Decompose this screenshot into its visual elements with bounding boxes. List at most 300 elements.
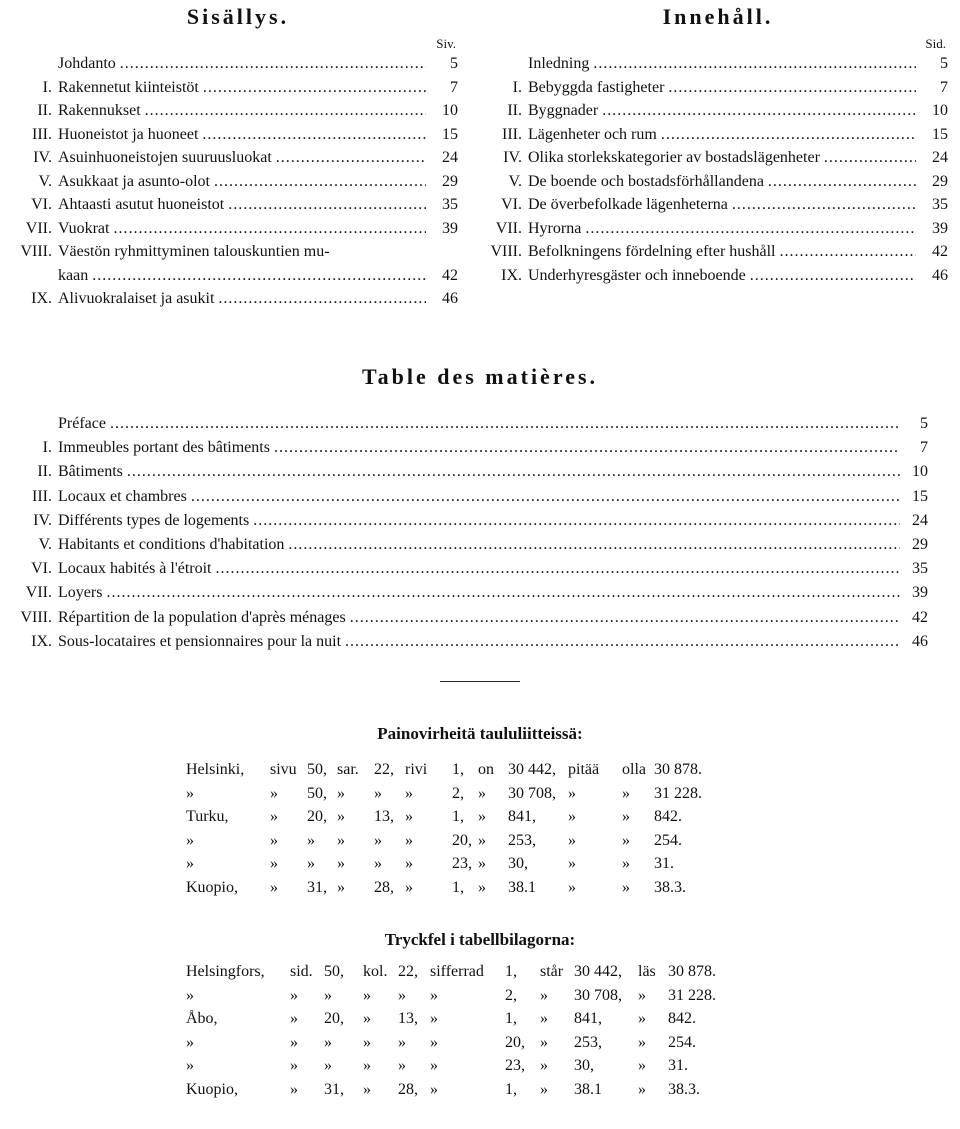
errata-cell: » — [430, 1033, 438, 1051]
errata-cell: 31, — [307, 878, 327, 896]
toc-entry-number: IV. — [33, 149, 52, 166]
toc-entry-page: 39 — [442, 219, 458, 237]
toc-leader-dots — [113, 217, 426, 241]
toc-entry-page: 10 — [932, 102, 948, 119]
errata-cell: 2, — [452, 784, 464, 802]
toc-finnish-list — [18, 52, 458, 311]
toc-entry-title: Johdanto — [58, 55, 116, 72]
errata-cell: 31. — [654, 855, 674, 872]
toc-finnish-page-header: Siv. — [436, 36, 456, 51]
toc-entry-page: 15 — [442, 125, 458, 143]
errata-cell: » — [568, 808, 576, 825]
toc-entry-page: 46 — [442, 290, 458, 307]
errata-cell: 1, — [505, 1080, 517, 1098]
toc-leader-dots — [345, 630, 900, 654]
toc-swedish-title: Innehåll. — [662, 4, 774, 29]
toc-entry-number: VII. — [495, 219, 522, 237]
errata-cell: » — [568, 855, 576, 872]
toc-entry-page: 35 — [932, 196, 948, 213]
errata-cell: » — [540, 986, 548, 1004]
errata-cell: » — [337, 855, 345, 872]
errata-cell: 1, — [452, 761, 464, 778]
toc-entry — [18, 99, 458, 123]
errata-cell: » — [270, 784, 278, 802]
toc-entry-title: De boende och bostadsförhållandena — [528, 172, 764, 190]
errata-cell: » — [290, 1057, 298, 1074]
toc-entry — [488, 76, 948, 100]
toc-entry — [18, 533, 928, 557]
errata-cell: 38.1 — [574, 1080, 602, 1098]
errata-cell: 38.1 — [508, 878, 536, 896]
toc-entry — [488, 193, 948, 217]
errata-cell: 30, — [508, 855, 528, 872]
toc-entry-title: Habitants et conditions d'habitation — [58, 535, 285, 553]
errata-row — [0, 852, 960, 876]
errata-cell: 20, — [324, 1010, 344, 1027]
toc-leader-dots — [288, 533, 900, 557]
toc-entry-page: 39 — [932, 219, 948, 237]
errata-cell: 23, — [505, 1057, 525, 1074]
toc-entry-number: I. — [42, 439, 52, 457]
errata-row — [0, 1031, 960, 1055]
errata-cell: » — [307, 855, 315, 872]
toc-entry-number: VI. — [501, 196, 522, 213]
toc-entry-title: Asuinhuoneistojen suuruusluokat — [58, 149, 272, 166]
toc-entry-number: VI. — [31, 560, 52, 578]
errata-cell: » — [478, 855, 486, 872]
errata-cell: » — [638, 1057, 646, 1074]
errata-cell: » — [622, 831, 630, 849]
toc-leader-dots — [824, 146, 916, 170]
toc-swedish-list — [488, 52, 948, 287]
toc-entry — [18, 170, 458, 194]
errata-cell: 30, — [574, 1057, 594, 1074]
errata-cell: » — [405, 784, 413, 802]
toc-leader-dots — [350, 606, 900, 630]
toc-leader-dots — [780, 240, 917, 264]
toc-entry-number: V. — [38, 172, 52, 190]
toc-entry-title: Locaux et chambres — [58, 487, 187, 505]
toc-entry-page: 15 — [932, 125, 948, 143]
errata-cell: 1, — [505, 963, 517, 980]
toc-entry-page: 5 — [450, 55, 458, 72]
toc-entry-page: 29 — [932, 172, 948, 190]
toc-entry — [488, 264, 948, 288]
errata-cell: » — [405, 855, 413, 872]
errata-cell: » — [478, 784, 486, 802]
errata-cell: 253, — [508, 831, 536, 849]
errata-cell: » — [540, 1080, 548, 1098]
errata-cell: 20, — [505, 1033, 525, 1051]
toc-entry-number: III. — [32, 125, 52, 143]
errata-cell: » — [374, 784, 382, 802]
errata-cell: sid. — [290, 963, 313, 980]
toc-entry-title: Väestön ryhmittyminen talouskuntien mu- — [58, 243, 330, 260]
errata-row — [0, 829, 960, 853]
toc-entry-title: Inledning — [528, 55, 590, 72]
errata-swedish-title: Tryckfel i tabellbilagorna: — [384, 930, 576, 949]
toc-entry-page: 35 — [912, 560, 928, 578]
toc-leader-dots — [668, 76, 916, 100]
errata-cell: » — [374, 855, 382, 872]
errata-cell: » — [398, 1057, 406, 1074]
toc-leader-dots — [585, 217, 916, 241]
errata-cell: on — [478, 761, 494, 778]
toc-entry-page: 15 — [912, 487, 928, 505]
toc-entry-title: Loyers — [58, 584, 103, 602]
errata-cell: » — [186, 855, 194, 872]
toc-entry-number: VIII. — [490, 243, 522, 260]
errata-cell: » — [363, 1057, 371, 1074]
toc-leader-dots — [106, 581, 900, 605]
errata-cell: » — [337, 831, 345, 849]
errata-cell: 38.3. — [668, 1080, 700, 1098]
toc-leader-dots — [145, 99, 426, 123]
errata-cell: » — [324, 986, 332, 1004]
toc-entry-page: 5 — [920, 415, 928, 432]
toc-entry-title: Alivuokralaiset ja asukit — [58, 290, 215, 307]
errata-cell: » — [290, 1010, 298, 1027]
toc-leader-dots — [110, 412, 900, 436]
errata-cell: » — [430, 1080, 438, 1098]
errata-row — [0, 758, 960, 782]
toc-entry — [18, 509, 928, 533]
errata-cell: » — [398, 986, 406, 1004]
errata-cell: 1, — [452, 808, 464, 825]
toc-entry-number: VI. — [31, 196, 52, 213]
toc-entry-page: 24 — [912, 511, 928, 529]
errata-cell: 1, — [452, 878, 464, 896]
toc-entry-title: Répartition de la population d'après ménages — [58, 608, 346, 626]
errata-cell: » — [622, 808, 630, 825]
toc-entry-title: Hyrorna — [528, 219, 582, 237]
toc-entry-page: 46 — [912, 632, 928, 650]
errata-cell: 22, — [398, 963, 418, 980]
toc-entry — [18, 240, 458, 264]
errata-cell: » — [363, 1033, 371, 1051]
toc-entry — [18, 52, 458, 76]
toc-entry — [18, 460, 928, 484]
errata-cell: » — [324, 1033, 332, 1051]
toc-entry-number: III. — [32, 487, 52, 505]
errata-cell: » — [186, 784, 194, 802]
errata-cell: 38.3. — [654, 878, 686, 896]
toc-leader-dots — [768, 170, 916, 194]
toc-entry — [488, 170, 948, 194]
toc-entry-number: VIII. — [20, 243, 52, 260]
toc-entry-title: Différents types de logements — [58, 511, 250, 529]
toc-leader-dots — [228, 193, 426, 217]
errata-cell: » — [290, 986, 298, 1004]
errata-cell: Turku, — [186, 808, 229, 825]
errata-cell: » — [638, 1010, 646, 1027]
divider — [440, 681, 520, 682]
toc-entry — [18, 193, 458, 217]
toc-entry-page: 39 — [912, 584, 928, 602]
errata-cell: » — [337, 784, 345, 802]
toc-entry-continuation — [18, 264, 458, 288]
errata-row — [0, 805, 960, 829]
errata-cell: 2, — [505, 986, 517, 1004]
errata-cell: » — [337, 808, 345, 825]
errata-cell: 50, — [324, 963, 344, 980]
errata-cell: 30 708, — [574, 986, 622, 1004]
toc-entry-number: II. — [507, 102, 522, 119]
errata-cell: 1, — [505, 1010, 517, 1027]
toc-entry — [18, 287, 458, 311]
errata-cell: 28, — [374, 878, 394, 896]
toc-entry-page: 7 — [920, 439, 928, 457]
errata-cell: » — [478, 808, 486, 825]
toc-entry — [18, 630, 928, 654]
errata-cell: 254. — [654, 831, 682, 849]
errata-cell: » — [405, 808, 413, 825]
errata-cell: » — [374, 831, 382, 849]
errata-cell: sivu — [270, 761, 297, 778]
toc-entry-number: IV. — [33, 511, 52, 529]
errata-cell: » — [270, 831, 278, 849]
errata-cell: » — [622, 784, 630, 802]
errata-row — [0, 984, 960, 1008]
errata-cell: 253, — [574, 1033, 602, 1051]
errata-cell: 31 228. — [654, 784, 702, 802]
toc-finnish-title: Sisällys. — [186, 4, 290, 29]
errata-cell: » — [478, 878, 486, 896]
errata-cell: » — [270, 808, 278, 825]
errata-row — [0, 1078, 960, 1102]
errata-cell: 31. — [668, 1057, 688, 1074]
errata-cell: 22, — [374, 761, 394, 778]
toc-entry-number: VIII. — [20, 608, 52, 626]
toc-entry-title: Byggnader — [528, 102, 599, 119]
errata-cell: » — [290, 1033, 298, 1051]
toc-entry-title-continued: kaan — [58, 266, 89, 284]
errata-cell: Helsingfors, — [186, 963, 265, 980]
toc-entry-page: 35 — [442, 196, 458, 213]
toc-entry — [488, 99, 948, 123]
errata-cell: 28, — [398, 1080, 418, 1098]
toc-leader-dots — [593, 52, 916, 76]
errata-cell: 31, — [324, 1080, 344, 1098]
toc-entry-title: De överbefolkade lägenheterna — [528, 196, 728, 213]
toc-entry-number: IX. — [501, 266, 522, 284]
toc-entry-title: Asukkaat ja asunto-olot — [58, 172, 210, 190]
errata-cell: » — [405, 878, 413, 896]
toc-swedish — [488, 0, 948, 287]
toc-leader-dots — [127, 460, 900, 484]
toc-entry-number: II. — [37, 463, 52, 481]
toc-entry-page: 42 — [932, 243, 948, 260]
errata-cell: » — [568, 784, 576, 802]
errata-cell: 50, — [307, 784, 327, 802]
errata-cell: 30 878. — [668, 963, 716, 980]
errata-row — [0, 782, 960, 806]
toc-entry-title: Huoneistot ja huoneet — [58, 125, 199, 143]
toc-entry-number: I. — [512, 78, 522, 96]
errata-cell: 30 878. — [654, 761, 702, 778]
errata-cell: » — [307, 831, 315, 849]
errata-cell: 20, — [307, 808, 327, 825]
errata-cell: Helsinki, — [186, 761, 245, 778]
errata-cell: » — [270, 855, 278, 872]
toc-entry-title: Olika storlekskategorier av bostadslägenheter — [528, 149, 820, 166]
toc-entry-title: Ahtaasti asutut huoneistot — [58, 196, 225, 213]
toc-entry-number: I. — [42, 78, 52, 96]
toc-entry-page: 42 — [912, 608, 928, 626]
errata-cell: » — [638, 986, 646, 1004]
toc-swedish-page-header: Sid. — [925, 36, 946, 51]
toc-entry-title: Rakennukset — [58, 102, 141, 119]
errata-finnish-table — [0, 758, 960, 899]
errata-cell: Åbo, — [186, 1010, 218, 1027]
toc-leader-dots — [750, 264, 916, 288]
toc-entry-number: VII. — [25, 584, 52, 602]
toc-entry — [488, 217, 948, 241]
errata-cell: » — [186, 986, 194, 1004]
errata-cell: sifferrad — [430, 963, 484, 980]
toc-entry — [18, 146, 458, 170]
errata-row — [0, 1007, 960, 1031]
errata-cell: Kuopio, — [186, 878, 238, 896]
errata-cell: » — [540, 1057, 548, 1074]
toc-entry — [488, 146, 948, 170]
toc-entry-title: Bebyggda fastigheter — [528, 78, 665, 96]
toc-french-title: Table des matières. — [361, 364, 599, 389]
toc-entry-number: II. — [37, 102, 52, 119]
errata-cell: » — [290, 1080, 298, 1098]
toc-entry — [18, 581, 928, 605]
errata-cell: 50, — [307, 761, 327, 778]
errata-cell: rivi — [405, 761, 428, 778]
toc-entry-title: Sous-locataires et pensionnaires pour la nuit — [58, 632, 342, 650]
errata-cell: » — [186, 1033, 194, 1051]
errata-cell: » — [270, 878, 278, 896]
errata-cell: 31 228. — [668, 986, 716, 1004]
errata-cell: » — [622, 878, 630, 896]
errata-row — [0, 876, 960, 900]
errata-cell: 23, — [452, 855, 472, 872]
toc-entry-title: Rakennetut kiinteistöt — [58, 78, 199, 96]
errata-cell: » — [430, 1010, 438, 1027]
errata-cell: Kuopio, — [186, 1080, 238, 1098]
errata-cell: 841, — [508, 808, 536, 825]
toc-leader-dots — [203, 76, 426, 100]
errata-cell: 13, — [374, 808, 394, 825]
errata-cell: » — [430, 986, 438, 1004]
errata-cell: 30 442, — [508, 761, 556, 778]
errata-cell: » — [638, 1033, 646, 1051]
errata-cell: » — [568, 878, 576, 896]
toc-entry-page: 42 — [442, 266, 458, 284]
toc-leader-dots — [120, 52, 426, 76]
toc-entry-title: Lägenheter och rum — [528, 125, 657, 143]
toc-entry-title: Befolkningens fördelning efter hushåll — [528, 243, 776, 260]
toc-entry-page: 5 — [940, 55, 948, 72]
toc-entry-title: Locaux habités à l'étroit — [58, 560, 212, 578]
toc-entry-title: Vuokrat — [58, 219, 110, 237]
errata-cell: 841, — [574, 1010, 602, 1027]
toc-french-list — [18, 412, 928, 654]
toc-leader-dots — [602, 99, 916, 123]
errata-cell: » — [622, 855, 630, 872]
errata-cell: » — [540, 1033, 548, 1051]
toc-entry-title: Bâtiments — [58, 463, 123, 481]
toc-entry — [488, 52, 948, 76]
toc-entry — [18, 412, 928, 436]
toc-leader-dots — [661, 123, 916, 147]
toc-finnish — [18, 0, 458, 311]
toc-entry-number: VII. — [25, 219, 52, 237]
toc-entry — [18, 436, 928, 460]
errata-row — [0, 1054, 960, 1078]
toc-entry — [18, 123, 458, 147]
toc-entry — [18, 217, 458, 241]
errata-cell: » — [430, 1057, 438, 1074]
toc-leader-dots — [253, 509, 900, 533]
toc-entry-number: IX. — [31, 290, 52, 307]
toc-entry — [18, 485, 928, 509]
toc-entry-page: 29 — [442, 172, 458, 190]
toc-entry-number: III. — [502, 125, 522, 143]
errata-cell: sar. — [337, 761, 359, 778]
errata-cell: » — [568, 831, 576, 849]
errata-cell: 30 708, — [508, 784, 556, 802]
errata-cell: 842. — [654, 808, 682, 825]
toc-entry-title: Immeubles portant des bâtiments — [58, 439, 270, 457]
errata-swedish-table — [0, 960, 960, 1101]
errata-cell: kol. — [363, 963, 388, 980]
errata-cell: » — [540, 1010, 548, 1027]
errata-cell: 254. — [668, 1033, 696, 1051]
toc-entry-page: 29 — [912, 535, 928, 553]
toc-entry-title: Préface — [58, 415, 106, 432]
toc-entry — [488, 240, 948, 264]
errata-cell: 20, — [452, 831, 472, 849]
errata-cell: 30 442, — [574, 963, 622, 980]
toc-leader-dots — [274, 436, 900, 460]
errata-cell: 13, — [398, 1010, 418, 1027]
toc-entry-page: 10 — [912, 463, 928, 481]
errata-cell: läs — [638, 963, 656, 980]
errata-cell: » — [405, 831, 413, 849]
errata-cell: » — [398, 1033, 406, 1051]
toc-leader-dots — [202, 123, 426, 147]
errata-cell: står — [540, 963, 564, 980]
toc-entry-page: 10 — [442, 102, 458, 119]
toc-entry-number: IX. — [31, 632, 52, 650]
errata-cell: » — [186, 831, 194, 849]
errata-cell: » — [186, 1057, 194, 1074]
errata-row — [0, 960, 960, 984]
toc-leader-dots — [276, 146, 426, 170]
errata-cell: » — [363, 1010, 371, 1027]
toc-entry-number: V. — [38, 535, 52, 553]
toc-entry — [18, 76, 458, 100]
toc-leader-dots — [218, 287, 426, 311]
toc-leader-dots — [191, 485, 900, 509]
errata-cell: pitää — [568, 761, 600, 778]
toc-entry — [18, 606, 928, 630]
errata-cell: » — [363, 986, 371, 1004]
errata-cell: olla — [622, 761, 646, 778]
errata-cell: » — [337, 878, 345, 896]
errata-cell: » — [324, 1057, 332, 1074]
errata-finnish-title: Painovirheitä taululiitteissä: — [377, 724, 583, 743]
toc-leader-dots — [732, 193, 916, 217]
toc-entry-number: IV. — [503, 149, 522, 166]
toc-entry-page: 24 — [932, 149, 948, 166]
toc-leader-dots — [216, 557, 901, 581]
